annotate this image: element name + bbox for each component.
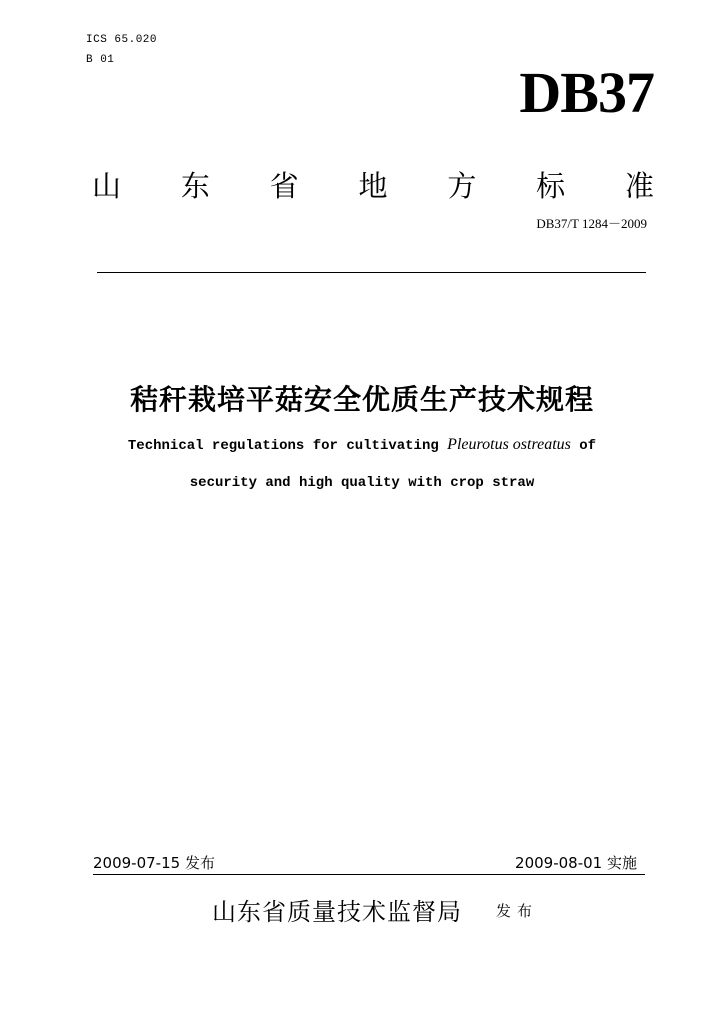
issue-date: 2009-07-15 发布 (93, 854, 215, 872)
implementation-date: 2009-08-01 实施 (515, 854, 637, 872)
standard-code: DB37 (519, 60, 654, 125)
standard-type-char: 东 (180, 169, 210, 203)
standard-type-char: 方 (447, 169, 477, 203)
title-en-text: of (570, 438, 597, 454)
document-title-en-line1 (0, 436, 724, 454)
title-en-text: Technical regulations for cultivating (127, 438, 448, 454)
standard-type-char: 省 (269, 169, 299, 203)
issuing-authority: 山东省质量技术监督局 (212, 898, 462, 926)
bottom-divider (93, 874, 645, 875)
document-title-cn: 秸秆栽培平菇安全优质生产技术规程 (129, 383, 594, 416)
ccs-code: B 01 (86, 54, 115, 66)
document-title-en-line2: security and high quality with crop straw (189, 475, 535, 491)
standard-type-char: 标 (536, 169, 566, 203)
top-divider (97, 272, 646, 273)
standard-number: DB37/T 1284－2009 (536, 216, 647, 231)
issuer-suffix: 发布 (496, 902, 539, 920)
ics-code: ICS 65.020 (86, 34, 158, 46)
species-name: Pleurotus ostreatus (447, 436, 571, 453)
standard-type-char: 山 (92, 169, 122, 203)
standard-type (92, 168, 654, 204)
standard-type-char: 准 (624, 169, 654, 203)
standard-type-char: 地 (358, 169, 388, 203)
